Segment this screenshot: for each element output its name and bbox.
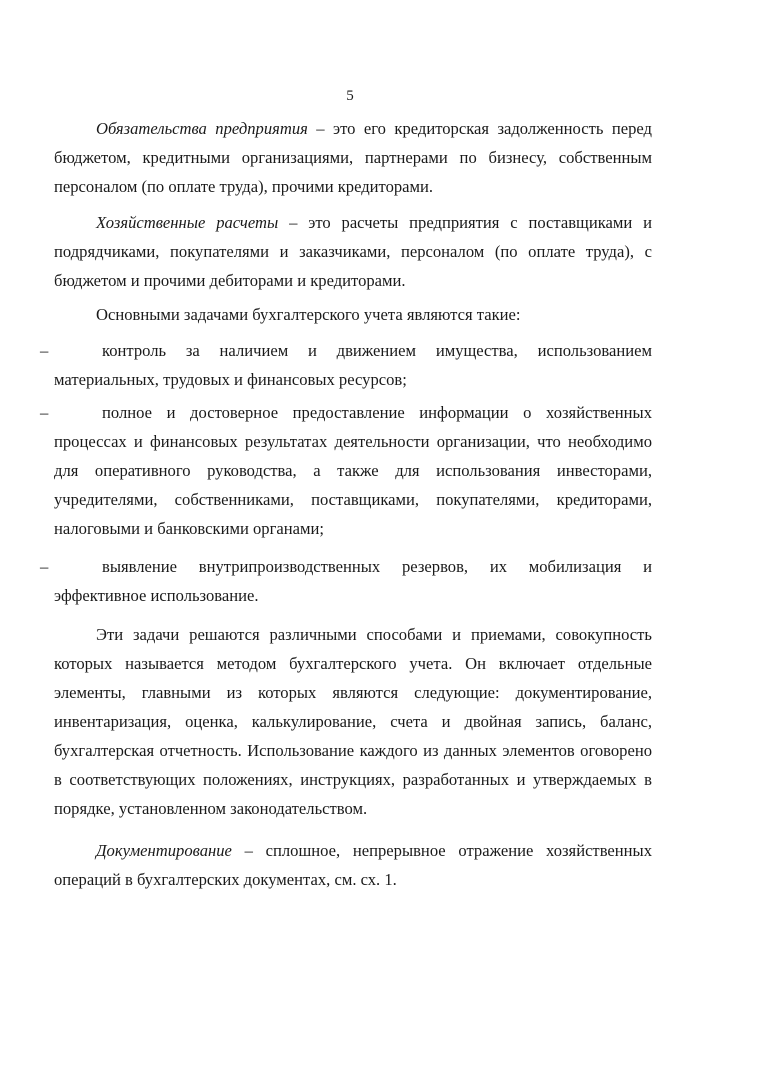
- paragraph-documenting: [54, 836, 652, 894]
- term-settlements: Хозяйственные расчеты: [96, 213, 279, 232]
- paragraph-accounting-method: Эти задачи решаются различными способами и приемами, совокупность которых называется методом бухгалтерского учета. Он включает отдельные элементы, главными из которых являются следующие: документирование, инвентаризация, оценка, калькулирование, счета и двойная запись, баланс, бухгалтерская отчетность. Использование каждого из данных элементов оговорено в соответствующих положениях, инструкциях, разработанных и утверждаемых в порядке, установленном законодательством.: [54, 625, 652, 818]
- paragraph-tasks-intro: Основными задачами бухгалтерского учета являются такие:: [96, 305, 521, 324]
- list-item-control: [40, 336, 652, 394]
- list-bullet: –: [40, 403, 49, 422]
- term-documenting: Документирование: [96, 841, 232, 860]
- list-item-information-text: полное и достоверное предоставление информации о хозяйственных процессах и финансовых результатах деятельности организации, что необходимо для оперативного руководства, а также для использования инвесторами, учредителями, собственниками, поставщиками, покупателями, кредиторами, налоговыми и банковскими органами;: [54, 403, 652, 538]
- list-bullet: –: [40, 557, 49, 576]
- paragraph-liabilities-text: – это его кредиторская задолженность перед бюджетом, кредитными организациями, партнерами по бизнесу, собственным персоналом (по оплате труда), прочими кредиторами.: [54, 119, 652, 196]
- list-item-reserves: [40, 552, 652, 610]
- list-item-control-text: контроль за наличием и движением имущества, использованием материальных, трудовых и финансовых ресурсов;: [54, 341, 652, 389]
- paragraph-documenting-text: – сплошное, непрерывное отражение хозяйственных операций в бухгалтерских документах, см. сх. 1.: [54, 841, 652, 889]
- list-bullet: –: [40, 341, 49, 360]
- term-liabilities: Обязательства предприятия: [96, 119, 308, 138]
- paragraph-settlements: [54, 208, 652, 295]
- paragraph-settlements-text: – это расчеты предприятия с поставщиками и подрядчиками, покупателями и заказчиками, персоналом (по оплате труда), с бюджетом и прочими дебиторами и кредиторами.: [54, 213, 652, 290]
- list-item-reserves-text: выявление внутрипроизводственных резервов, их мобилизация и эффективное использование.: [54, 557, 652, 605]
- page-number: 5: [346, 88, 354, 104]
- list-item-information: [40, 398, 652, 543]
- paragraph-liabilities: [54, 114, 652, 201]
